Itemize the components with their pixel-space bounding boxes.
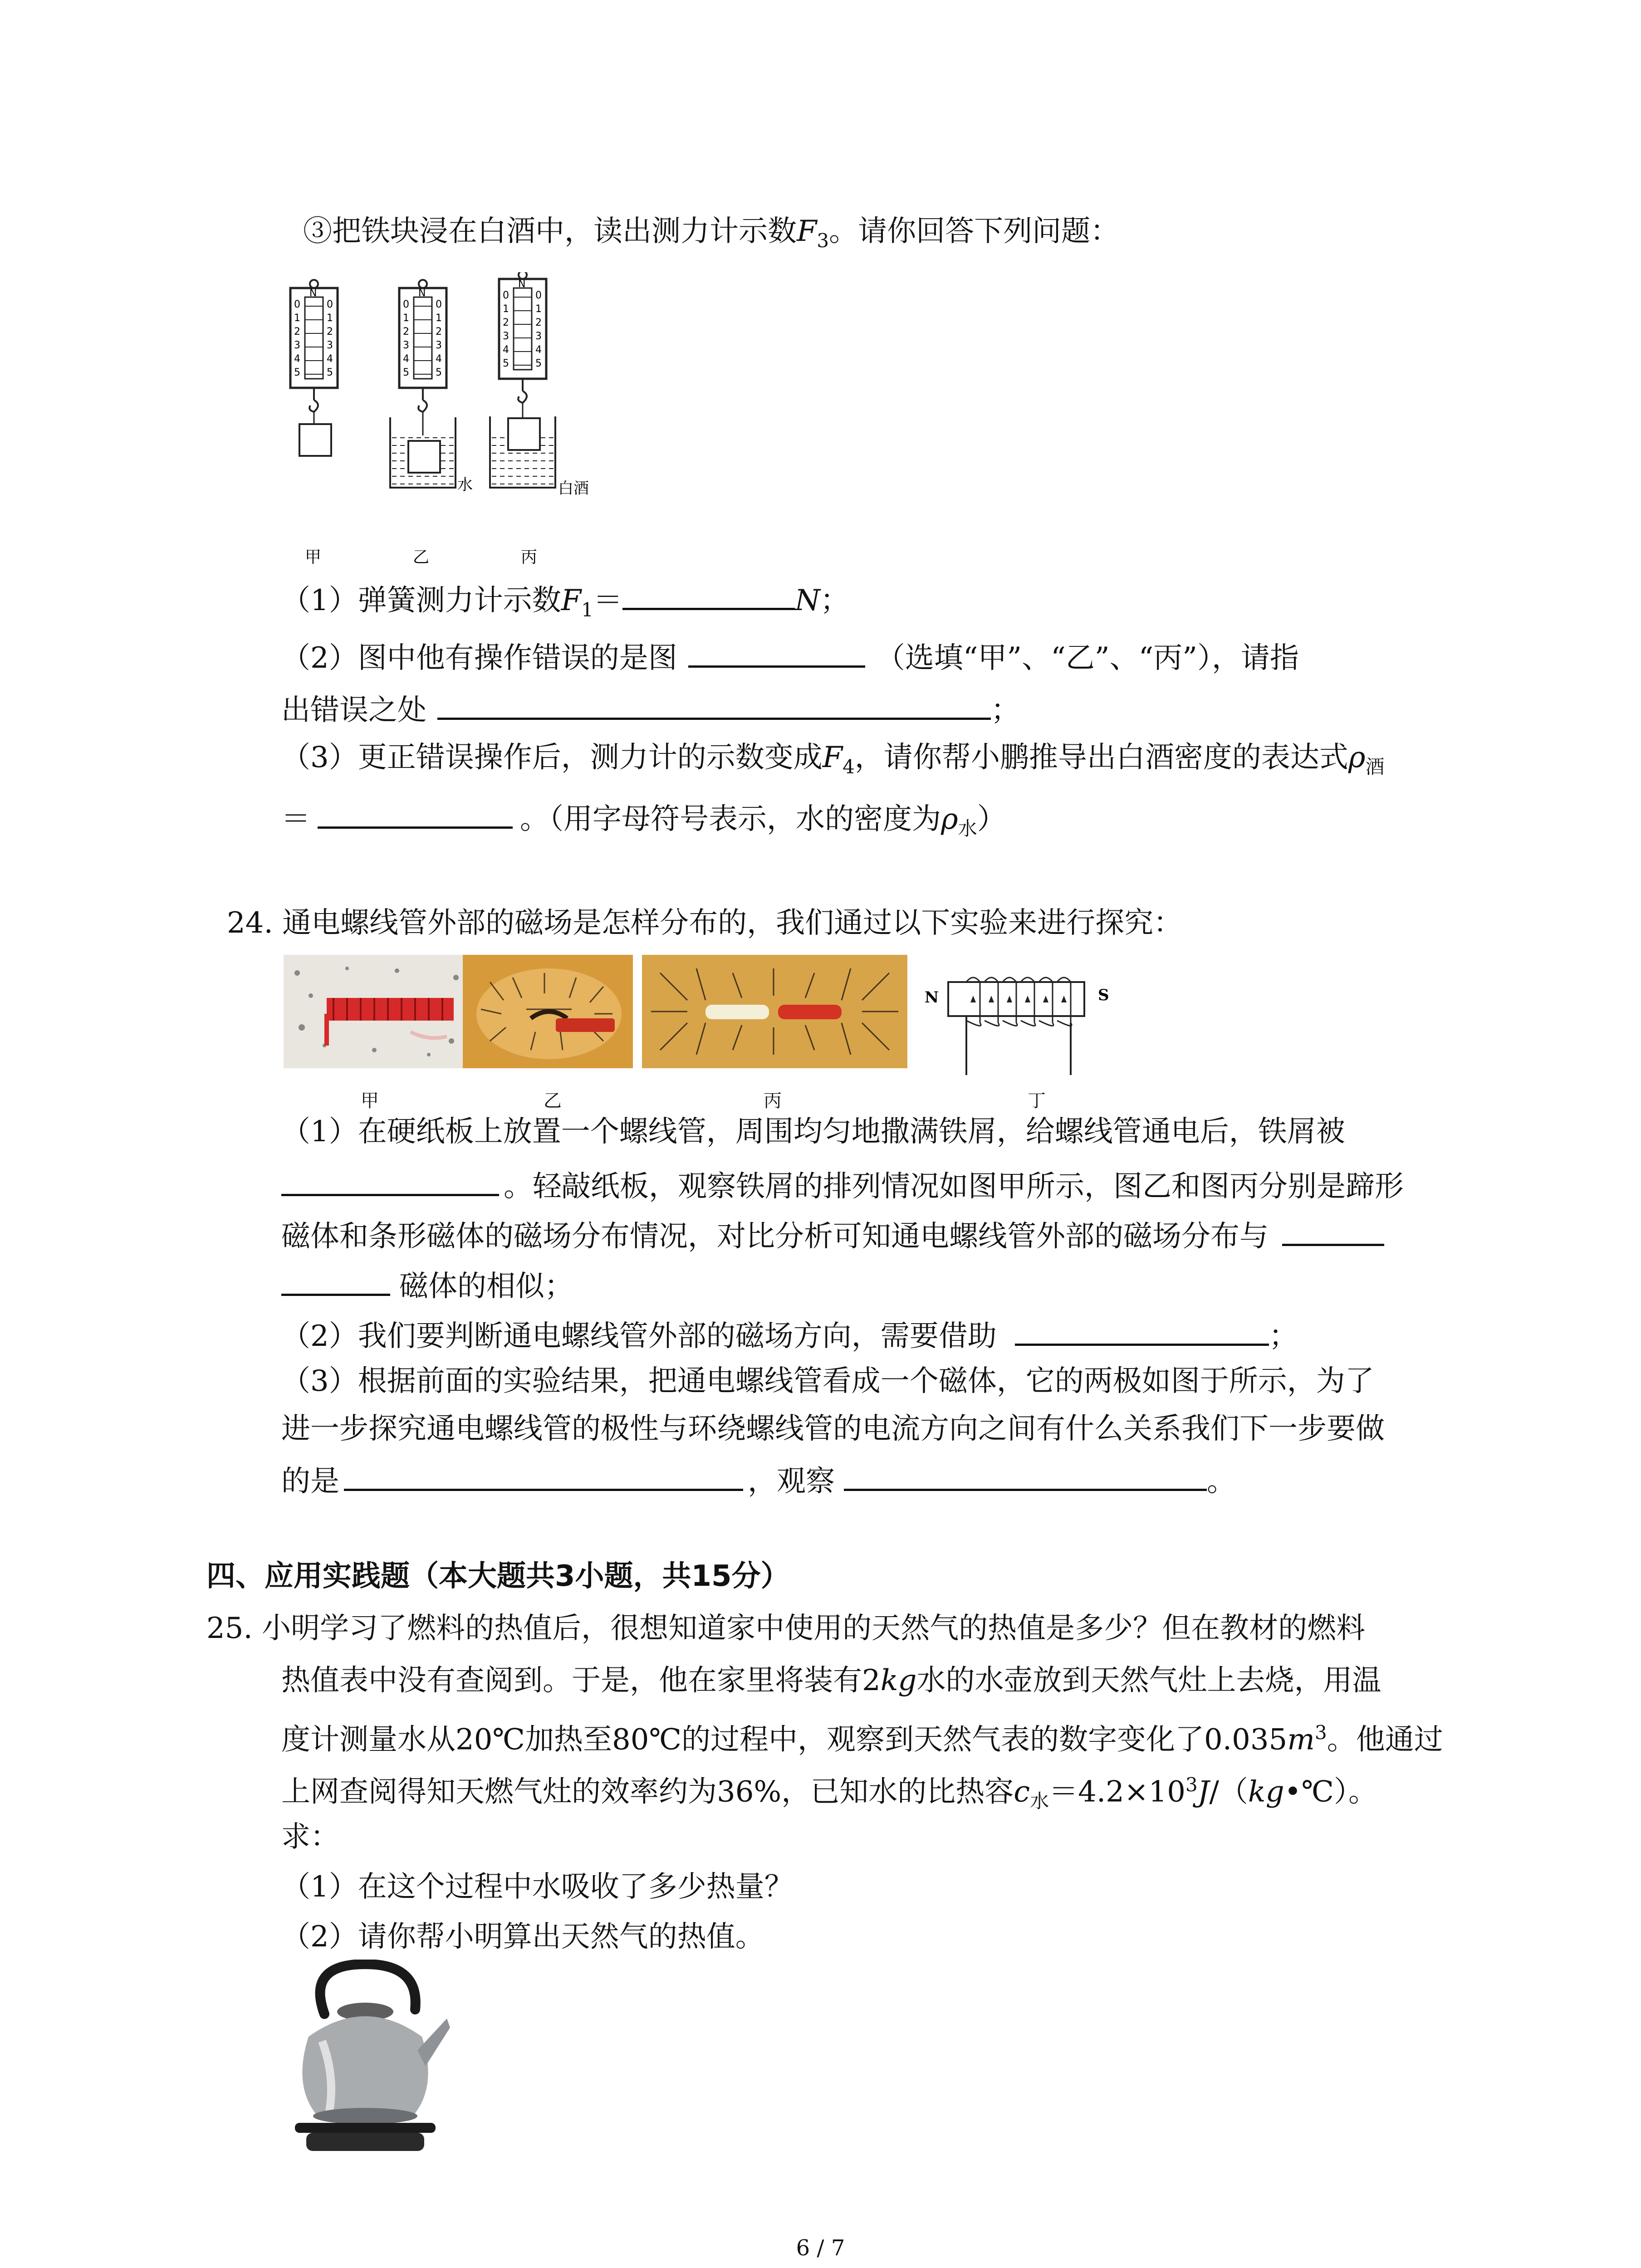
- svg-text:0: 0: [294, 299, 300, 310]
- photo-bing-bar-magnet: [642, 955, 907, 1068]
- svg-text:1: 1: [294, 313, 300, 324]
- label-yi: 乙: [544, 1090, 562, 1111]
- q23-part2-cont: 出错误之处 ；: [281, 689, 1020, 728]
- pole-n-label: N: [925, 988, 939, 1007]
- diagram-ding-solenoid: [916, 971, 1121, 1080]
- q25-line3: 度计测量水从20℃加热至80℃的过程中，观察到天然气表的数字变化了$0.035m^3$。他通过: [281, 1721, 1443, 1757]
- label-yi: 乙: [413, 548, 430, 567]
- pole-s-label: S: [1098, 986, 1109, 1004]
- q23-answer-blank-1[interactable]: [622, 580, 795, 610]
- section-4-title: 四、应用实践题（本大题共3小题，共15分）: [206, 1559, 790, 1593]
- q24-part3-l3: 的是 ，观察 。: [281, 1461, 1236, 1500]
- svg-text:N: N: [518, 279, 526, 290]
- q24-stem: 24. 通电螺线管外部的磁场是怎样分布的，我们通过以下实验来进行探究：: [227, 906, 1183, 940]
- q24-answer-blank-2b[interactable]: [281, 1266, 390, 1296]
- q24-part1: （1）在硬纸板上放置一个螺线管，周围均匀地撒满铁屑，给螺线管通电后，铁屑被: [281, 1115, 1345, 1149]
- svg-text:4: 4: [294, 353, 300, 365]
- spring-scale-bing: [490, 272, 555, 488]
- svg-text:2: 2: [535, 317, 542, 328]
- svg-text:5: 5: [503, 358, 509, 369]
- photo-jia-solenoid-filings: [284, 955, 488, 1068]
- q23-part1: （1）弹簧测力计示数$F_1= N$；: [281, 580, 849, 628]
- svg-text:2: 2: [436, 326, 442, 337]
- svg-text:1: 1: [535, 303, 542, 315]
- photo-yi-horseshoe-magnet: [463, 955, 633, 1068]
- q24-part3-l2: 进一步探究通电螺线管的极性与环绕螺线管的电流方向之间有什么关系我们下一步要做: [281, 1412, 1385, 1446]
- q24-answer-blank-1[interactable]: [281, 1166, 499, 1196]
- svg-text:3: 3: [503, 331, 509, 342]
- svg-text:3: 3: [294, 340, 300, 351]
- q23-part2: （2）图中他有操作错误的是图 （选填“甲”、“乙”、“丙”），请指: [281, 637, 1299, 676]
- svg-text:3: 3: [403, 340, 409, 351]
- svg-text:5: 5: [436, 367, 442, 378]
- q23-step3: ③把铁块浸在白酒中，读出测力计示数$F_3$。请你回答下列问题：: [303, 215, 1120, 252]
- svg-text:N: N: [418, 288, 426, 299]
- svg-text:4: 4: [327, 353, 333, 365]
- spring-scale-jia: [290, 280, 338, 456]
- q25-line1: 25. 小明学习了燃料的热值后，很想知道家中使用的天然气的热值是多少？但在教材的燃料: [206, 1612, 1366, 1645]
- q24-part3: （3）根据前面的实验结果，把通电螺线管看成一个磁体，它的两极如图于所示，为了: [281, 1364, 1374, 1398]
- svg-text:1: 1: [403, 313, 409, 324]
- q25-line4: 上网查阅得知天燃气灶的效率约为36%，已知水的比热容$c_水=4.2\times 10^3J/(kg•℃)$。: [281, 1774, 1377, 1813]
- q24-part1-l4: 磁体的相似；: [281, 1266, 573, 1305]
- svg-text:3: 3: [535, 331, 542, 342]
- q24-part1-l3: 磁体和条形磁体的磁场分布情况，对比分析可知通电螺线管外部的磁场分布与: [281, 1216, 1384, 1255]
- svg-text:0: 0: [436, 299, 442, 310]
- svg-text:4: 4: [503, 344, 509, 356]
- svg-text:3: 3: [436, 340, 442, 351]
- svg-text:4: 4: [403, 353, 409, 365]
- svg-text:4: 4: [436, 353, 442, 365]
- svg-text:4: 4: [535, 344, 542, 356]
- q24-answer-blank-3[interactable]: [1015, 1315, 1269, 1346]
- svg-text:5: 5: [535, 358, 542, 369]
- kettle-on-stove-illustration: [281, 1960, 454, 2159]
- svg-text:N: N: [309, 288, 317, 299]
- q23-part3: （3）更正错误操作后，测力计的示数变成$F_4$，请你帮小鹏推导出白酒密度的表达式$\rho_酒$: [281, 741, 1385, 778]
- q24-answer-blank-4[interactable]: [344, 1461, 743, 1491]
- q24-part2: （2）我们要判断通电螺线管外部的磁场方向，需要借助 ；: [281, 1315, 1298, 1354]
- svg-text:0: 0: [327, 299, 333, 310]
- svg-text:5: 5: [403, 367, 409, 378]
- spring-scale-yi: [390, 280, 456, 488]
- label-ding: 丁: [1028, 1090, 1046, 1111]
- q25-part2: （2）请你帮小明算出天然气的热值。: [281, 1920, 764, 1954]
- label-water: 水: [457, 476, 473, 494]
- spring-scale-figure: [281, 272, 644, 576]
- svg-text:2: 2: [327, 326, 333, 337]
- q23-answer-blank-3[interactable]: [437, 689, 991, 720]
- label-jia: 甲: [361, 1090, 379, 1111]
- svg-text:1: 1: [436, 313, 442, 324]
- page-number: 6 / 7: [796, 2235, 845, 2261]
- q23-answer-blank-2[interactable]: [688, 637, 865, 668]
- q23-answer-blank-4[interactable]: [318, 798, 513, 829]
- svg-text:2: 2: [503, 317, 509, 328]
- label-bing: 丙: [764, 1090, 782, 1111]
- label-bing: 丙: [521, 548, 538, 567]
- q25-ask: 求：: [281, 1820, 339, 1854]
- q25-part1: （1）在这个过程中水吸收了多少热量？: [281, 1870, 794, 1904]
- svg-text:0: 0: [503, 290, 509, 301]
- label-jia: 甲: [305, 548, 322, 567]
- svg-text:5: 5: [327, 367, 333, 378]
- q24-answer-blank-2a[interactable]: [1282, 1216, 1384, 1246]
- svg-text:0: 0: [403, 299, 409, 310]
- svg-text:1: 1: [327, 313, 333, 324]
- svg-text:5: 5: [294, 367, 300, 378]
- svg-text:3: 3: [327, 340, 333, 351]
- svg-text:2: 2: [403, 326, 409, 337]
- svg-text:2: 2: [294, 326, 300, 337]
- q24-part1-l2: 。轻敲纸板，观察铁屑的排列情况如图甲所示，图乙和图丙分别是蹄形: [281, 1166, 1404, 1205]
- svg-text:0: 0: [535, 290, 542, 301]
- q23-part3-cont: ＝ 。（用字母符号表示，水的密度为$\rho_水$）: [281, 798, 1006, 847]
- svg-text:1: 1: [503, 303, 509, 315]
- q25-line2: 热值表中没有查阅到。于是，他在家里将装有2kg水的水壶放到天然气灶上去烧，用温: [281, 1664, 1381, 1697]
- q24-answer-blank-5[interactable]: [844, 1461, 1207, 1491]
- label-baijiu: 白酒: [558, 479, 589, 498]
